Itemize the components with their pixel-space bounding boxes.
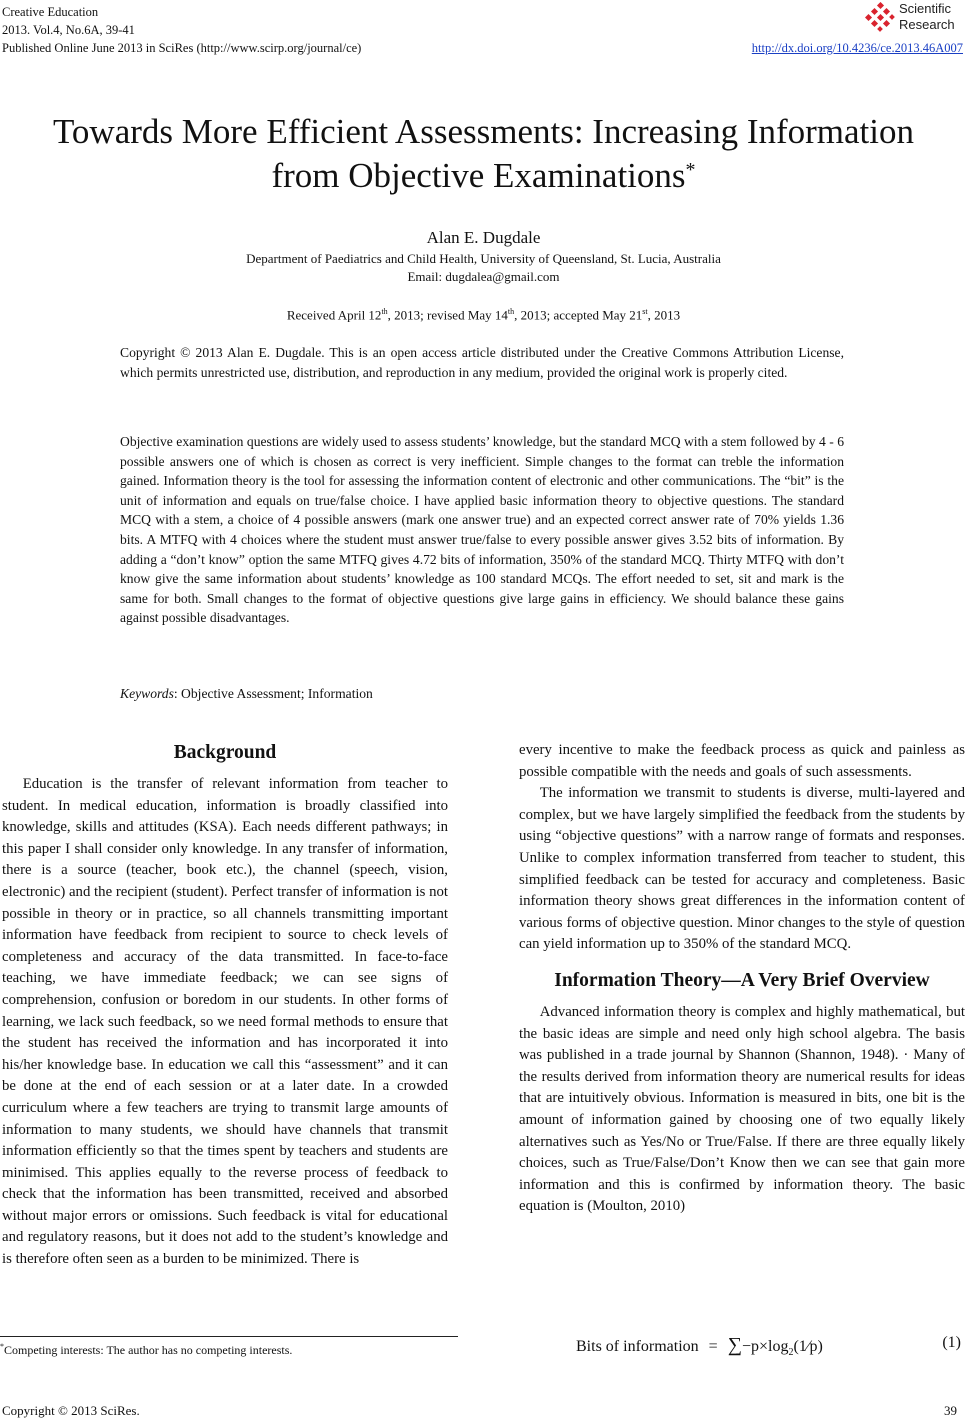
footer-copyright: Copyright © 2013 SciRes. xyxy=(2,1403,140,1418)
revised-text: , 2013; revised May 14 xyxy=(387,307,508,323)
year-text: , 2013 xyxy=(647,307,681,323)
received-text: Received April 12 xyxy=(286,307,382,323)
copyright-notice: Copyright © 2013 Alan E. Dugdale. This is an open access article distributed under the Creative Commons Attribution License, which permits unrestricted use, distribution, and reproduction in any medium, provided the original work is properly cited. xyxy=(120,345,844,380)
keywords-label: Keywords xyxy=(120,686,174,701)
logo-text-research: Research xyxy=(899,17,955,32)
equation-argument: (1⁄p) xyxy=(793,1338,823,1355)
published-line: Published Online June 2013 in SciRes (http://www.scirp.org/journal/ce) xyxy=(2,41,362,55)
title-line-2 xyxy=(0,154,967,198)
accepted-text: , 2013; accepted May 21 xyxy=(514,307,643,323)
ordinal-suffix: th xyxy=(381,307,388,316)
ordinal-suffix: st xyxy=(642,307,648,316)
summation-symbol: ∑ xyxy=(727,1334,742,1356)
page-number: 39 xyxy=(944,1403,957,1418)
doi-link[interactable]: http://dx.doi.org/10.4236/ce.2013.46A007 xyxy=(751,41,963,55)
footnote-divider xyxy=(0,1336,458,1337)
title-line-1: Towards More Efficient Assessments: Increasing Information xyxy=(52,112,914,151)
author-name: Alan E. Dugdale xyxy=(426,228,541,247)
paragraph: Education is the transfer of relevant information from teacher to student. In medical education, information is broadly classified into knowledge, skills and attitudes (KSA). Each needs different pathways; in this paper I shall consider only knowledge. In any transfer of information, there is a source (teacher, book etc.), the channel (speech, vision, electronic) and the recipient (student). Perfect transfer of information is not possible in theory or in practice, so all channels transmitting important information have feedback from recipient to source to check levels of completeness and accuracy of the data transmitted. In face-to-face teaching, we have immediate feedback; we can see signs of comprehension, confusion or boredom in our students. In other forms of learning, we lack such feedback, so we need formal methods to ensure that the student has received the information and has incorporated it into his/her knowledge base. In education we call this “assessment” and it can be done at the end of each session or at a later date. In a crowded curriculum where a few teachers are trying to transmit large amounts of information to many students, we should have channels that transmit information efficiently so that the times spent by teachers and students are minimised. This applies equally to the reverse process of feedback to check that the information has been transmitted, received and absorbed without major errors or omissions. Such feedback is vital for educational and regulatory reasons, but it does not add to the student’s knowledge and is therefore often seen as a burden to be minimized. There is xyxy=(2,776,448,1268)
right-column xyxy=(519,740,965,1218)
publisher-logo xyxy=(865,0,965,40)
equation-lhs: Bits of information xyxy=(576,1338,699,1355)
equation-1 xyxy=(576,1334,823,1358)
received-dates xyxy=(0,303,967,324)
footnote xyxy=(0,1342,292,1358)
footnote-mark: * xyxy=(0,1342,4,1351)
equation-number: (1) xyxy=(942,1334,961,1351)
logo-text-scientific: Scientific xyxy=(899,1,952,16)
keywords-text: : Objective Assessment; Information xyxy=(173,686,373,701)
ordinal-suffix: th xyxy=(507,307,515,316)
section-heading-background: Background xyxy=(173,742,277,763)
diamond-logo-icon xyxy=(865,2,895,32)
paragraph: Advanced information theory is complex and highly mathematical, but the basic ideas are simple and need only high school algebra. The basis was published in a trade journal by Shannon (Shannon, 1948). · Many of the results derived from information theory are numerical results for ideas that are intuitively obvious. Information is measured in bits, one bit is the amount of information gained by choosing one of two equally likely alternatives such as Yes/No or True/False. If there are three equally likely choices, such as True/False/Don’t Know then we can see that gain more information and this is confirmed by information theory. The basic equation is (Moulton, 2010) xyxy=(519,1003,965,1215)
paragraph: The information we transmit to students is diverse, multi-layered and complex, but we have largely simplified the feedback from the students by using “objective questions” with a narrow range of formats and responses. Unlike to complex information transferred from teacher to student, this simplified feedback can be tested for accuracy and completeness. Basic information theory shows great differences in the information content of various forms of objective question. Minor changes to the style of question can yield information up to 350% of the standard MCQ. xyxy=(519,785,965,953)
log-base: 2 xyxy=(788,1347,794,1359)
email[interactable]: Email: dugdalea@gmail.com xyxy=(407,269,560,284)
paper-title xyxy=(0,110,967,198)
paragraph: every incentive to make the feedback process as quick and painless as possible compatible with the needs and goals of such assessments. xyxy=(519,742,965,780)
keywords xyxy=(120,686,373,702)
journal-name: Creative Education xyxy=(2,5,99,19)
equation-term: −p×log xyxy=(741,1338,789,1355)
title-footnote-mark: * xyxy=(685,159,696,181)
footnote-text: Competing interests: The author has no competing interests. xyxy=(4,1343,293,1357)
title-line-2-text: from Objective Examinations xyxy=(271,156,686,195)
equation-equals: = xyxy=(708,1338,718,1355)
affiliation: Department of Paediatrics and Child Health, University of Queensland, St. Lucia, Australia xyxy=(246,251,721,266)
journal-volume: 2013. Vol.4, No.6A, 39-41 xyxy=(2,23,135,37)
left-column xyxy=(2,740,448,1271)
abstract: Objective examination questions are widely used to assess students’ knowledge, but the standard MCQ with a stem followed by 4 - 6 possible answers one of which is chosen as correct is very inefficient. Simple changes to the format can treble the information gained. Information theory is the tool for assessing the information content of electronic and other communications. The “bit” is the unit of information and equals on true/false choice. I have applied basic information theory to objective questions. The standard MCQ with a stem, a choice of 4 possible answers (mark one answer true) and an expected correct answer rate of 70% yields 1.36 bits. A MTFQ with 4 choices where the student must answer true/false to every possible answer gives 3.52 bits of information. By adding a “don’t know” option the same MTFQ gives 4.72 bits of information, 350% of the standard MCQ. Thirty MTFQ with don’t know give the same information about students’ knowledge as 100 standard MCQs. The effort needed to set, sit and mark is the same for both. Small changes to the format of objective questions give large gains in efficiency. We should balance these gains against possible disadvantages. xyxy=(120,434,844,626)
section-heading-information-theory: Information Theory—A Very Brief Overview xyxy=(554,969,930,991)
